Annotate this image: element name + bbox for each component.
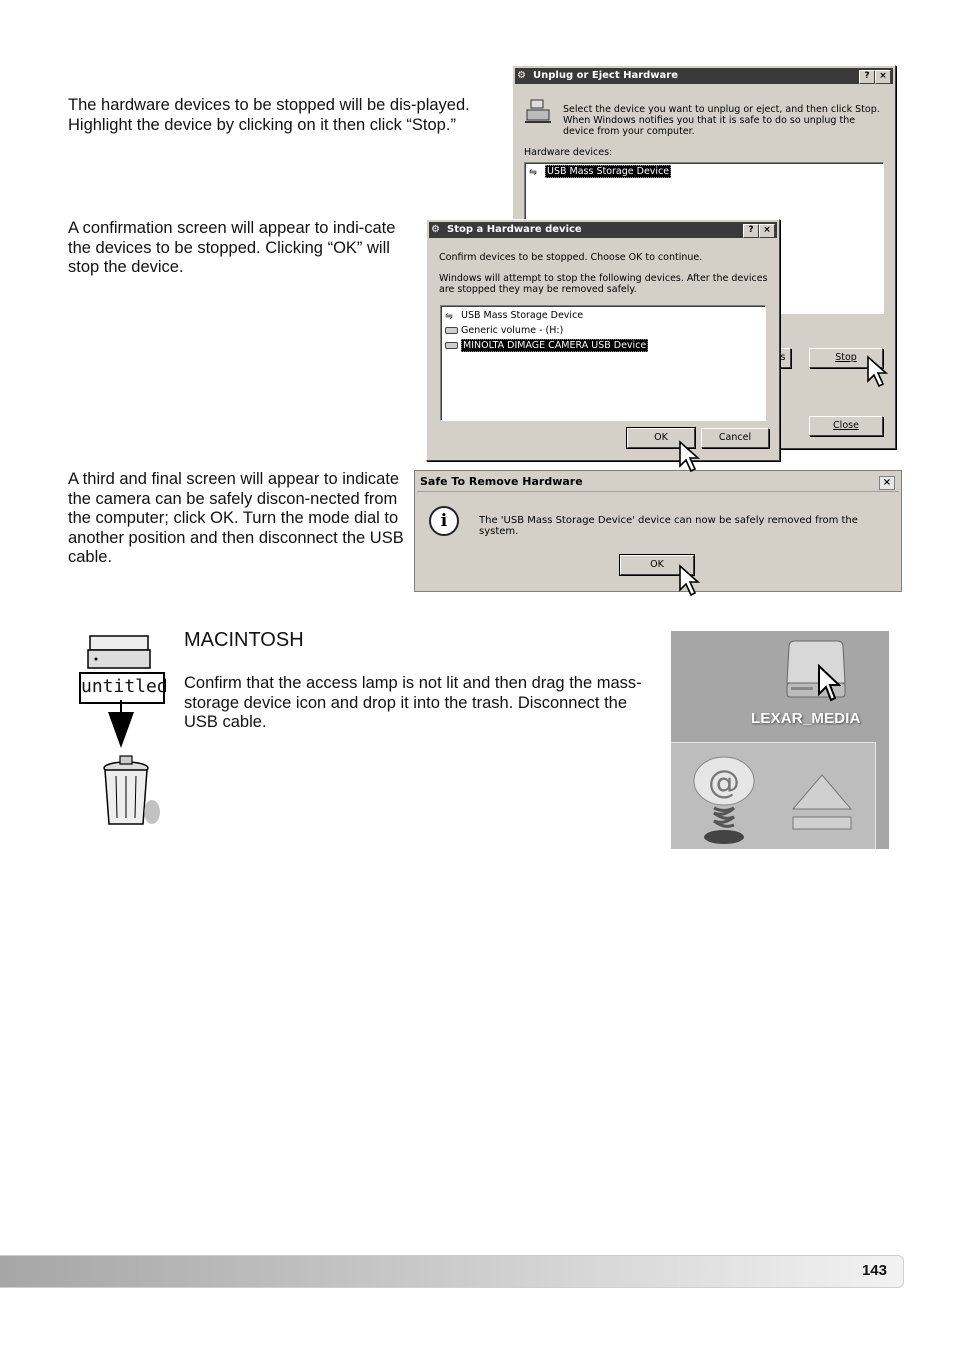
safe-dialog-title: Safe To Remove Hardware: [420, 475, 583, 488]
help-button[interactable]: ?: [859, 70, 875, 84]
safe-message: The 'USB Mass Storage Device' device can now be safely removed from the system.: [479, 515, 858, 537]
unplug-hardware-icon: [523, 96, 553, 126]
instruction-step-1: The hardware devices to be stopped will be dis-played. Highlight the device by clicking on it then click “Stop.”: [68, 96, 470, 134]
cursor-arrow-icon: [817, 664, 841, 704]
info-icon: i: [429, 506, 459, 536]
untitled-label: untitled: [79, 672, 165, 704]
list-item[interactable]: ⇋ USB Mass Storage Device: [529, 166, 670, 178]
cursor-arrow-icon: [678, 440, 702, 474]
stop-devices-list[interactable]: [440, 305, 766, 421]
instruction-step-2: A confirmation screen will appear to indi-cate the devices to be stopped. Clicking “OK” will stop the device.: [68, 219, 396, 276]
drag-down-arrow-icon: [104, 700, 138, 750]
macintosh-heading: MACINTOSH: [184, 629, 304, 651]
footer-bar: [0, 1255, 904, 1288]
unplug-dialog-title: Unplug or Eject Hardware: [533, 70, 679, 81]
stop-hardware-dialog: [426, 219, 780, 461]
list-item[interactable]: MINOLTA DIMAGE CAMERA USB Device: [445, 339, 648, 352]
hardware-icon: ⚙: [517, 70, 526, 81]
cursor-arrow-icon: [866, 355, 890, 389]
instruction-step-3: A third and final screen will appear to indicate the camera can be safely discon-nected from the computer; click OK. Turn the mode dial to another position and then disconnect the USB cable.: [68, 470, 404, 566]
stop-explain-text: Windows will attempt to stop the following devices. After the devices are stopped they may be removed safely.: [439, 273, 768, 295]
lexar-media-label: LEXAR_MEDIA: [751, 710, 861, 727]
close-icon[interactable]: ×: [875, 70, 891, 84]
safe-remove-dialog: [414, 470, 902, 592]
macintosh-instructions: Confirm that the access lamp is not lit and then drag the mass-storage device icon and drop it into the trash. Disconnect the USB cable.: [184, 674, 642, 731]
mail-at-spring-icon[interactable]: [689, 753, 759, 847]
help-button[interactable]: ?: [743, 224, 759, 238]
ok-button[interactable]: OK: [627, 428, 695, 448]
close-button[interactable]: Close: [809, 416, 883, 436]
safe-dialog-titlebar: [417, 473, 899, 492]
page-number: 143: [861, 1262, 887, 1279]
trash-icon: [92, 752, 164, 830]
mac-desktop-screenshot: [671, 631, 889, 849]
usb-icon: ⇋: [529, 167, 537, 178]
close-icon[interactable]: ×: [879, 476, 895, 490]
drive-icon: [445, 327, 458, 334]
svg-text:@: @: [708, 763, 740, 801]
drive-icon: [84, 632, 154, 672]
drive-icon: [445, 342, 458, 349]
stop-dialog-titlebar: [429, 222, 777, 238]
ok-button[interactable]: OK: [620, 555, 694, 575]
list-item[interactable]: ⇋ USB Mass Storage Device: [445, 310, 584, 322]
cancel-button[interactable]: Cancel: [701, 428, 769, 448]
hardware-devices-label: Hardware devices:: [524, 147, 613, 158]
list-item[interactable]: Generic volume - (H:): [445, 324, 563, 337]
usb-icon: ⇋: [445, 311, 453, 322]
stop-button[interactable]: Stop: [809, 348, 883, 368]
eject-icon[interactable]: [789, 771, 855, 833]
unplug-dialog-titlebar: [515, 68, 893, 84]
stop-dialog-title: Stop a Hardware device: [447, 224, 582, 235]
partial-button[interactable]: s: [775, 348, 791, 368]
stop-confirm-text: Confirm devices to be stopped. Choose OK to continue.: [439, 252, 703, 263]
unplug-description: Select the device you want to unplug or eject, and then click Stop. When Windows notifies you that it is safe to do so unplug the device from your computer.: [563, 104, 880, 137]
dock-area: [671, 742, 876, 849]
cursor-arrow-icon: [678, 564, 702, 598]
close-icon[interactable]: ×: [759, 224, 775, 238]
hardware-icon: ⚙: [431, 224, 440, 235]
